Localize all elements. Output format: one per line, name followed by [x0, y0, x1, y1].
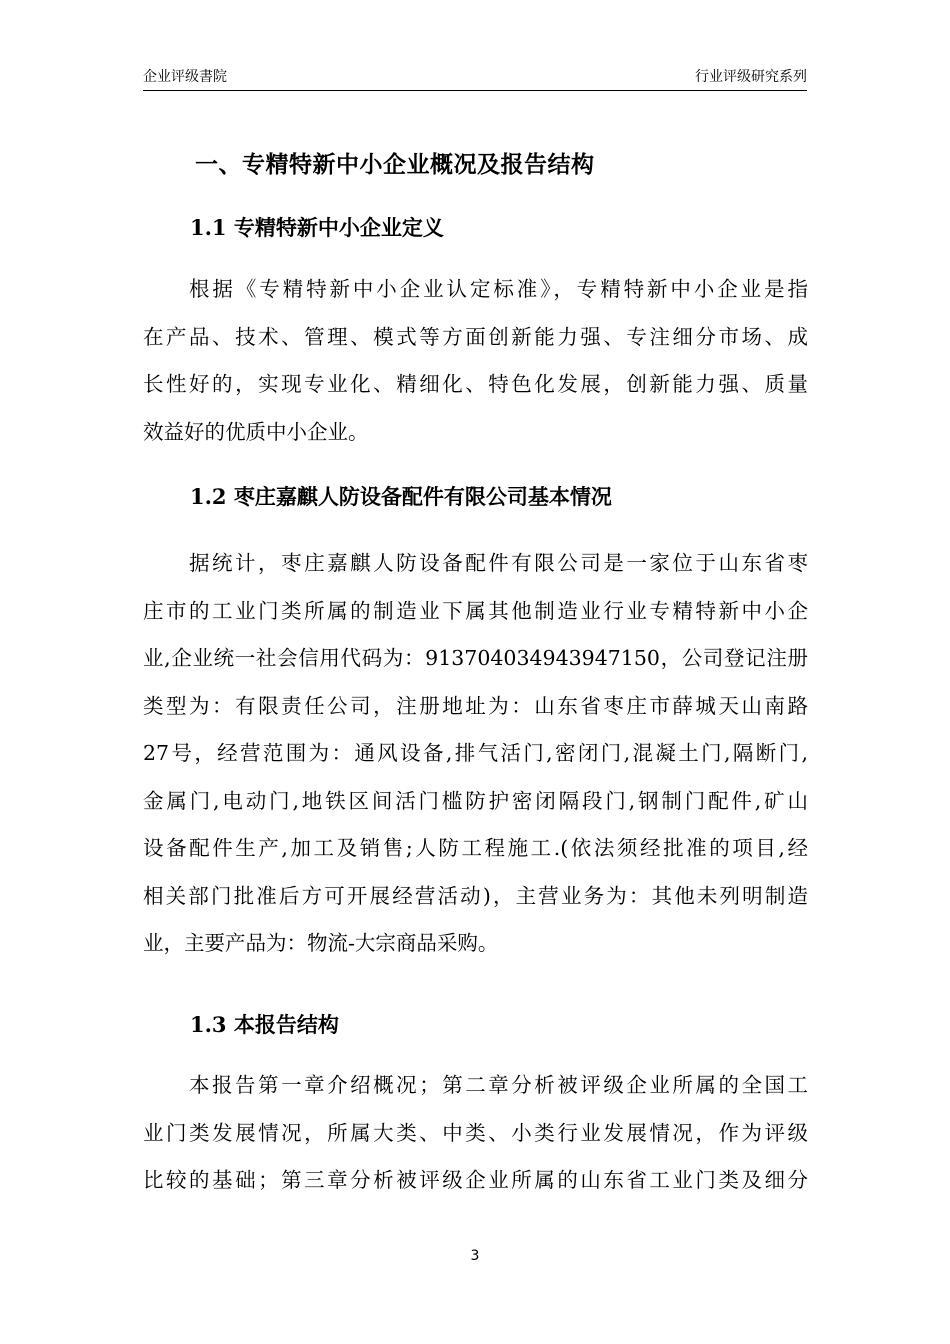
header-left-text: 企业评级書院: [143, 69, 227, 85]
paragraph-line: 类型为：有限责任公司，注册地址为：山东省枣庄市薛城天山南路: [143, 693, 808, 718]
paragraph-line: 庄市的工业门类所属的制造业下属其他制造业行业专精特新中小企: [143, 598, 808, 623]
paragraph-line: 27号，经营范围为：通风设备,排气活门,密闭门,混凝土门,隔断门,: [143, 741, 808, 765]
section-paragraph-1-2: [143, 540, 808, 968]
paragraph-line: 在产品、技术、管理、模式等方面创新能力强、专注细分市场、成: [143, 324, 808, 349]
section-title-1-2: 1.2 枣庄嘉麒人防设备配件有限公司基本情况: [190, 484, 612, 509]
paragraph-line: 据统计，枣庄嘉麒人防设备配件有限公司是一家位于山东省枣: [189, 551, 808, 575]
section-paragraph-1-3: [143, 1062, 808, 1205]
paragraph-line: 本报告第一章介绍概况；第二章分析被评级企业所属的全国工: [189, 1073, 808, 1097]
chapter-title: 一、专精特新中小企业概况及报告结构: [195, 151, 595, 178]
paragraph-line: 设备配件生产,加工及销售;人防工程施工.(依法须经批准的项目,经: [143, 836, 808, 860]
paragraph-line: 业,企业统一社会信用代码为：913704034943947150，公司登记注册: [143, 646, 808, 670]
paragraph-line: 效益好的优质中小企业。: [143, 419, 369, 444]
section-paragraph-1-1: [143, 266, 808, 456]
section-title-1-1: 1.1 专精特新中小企业定义: [190, 215, 444, 240]
paragraph-line: 业门类发展情况，所属大类、中类、小类行业发展情况，作为评级: [143, 1120, 808, 1145]
paragraph-line: 金属门,电动门,地铁区间活门槛防护密闭隔段门,钢制门配件,矿山: [143, 788, 808, 813]
section-title-1-3: 1.3 本报告结构: [190, 1012, 339, 1037]
page-number: 3: [470, 1248, 480, 1264]
paragraph-line: 比较的基础；第三章分析被评级企业所属的山东省工业门类及细分: [143, 1168, 808, 1192]
paragraph-line: 相关部门批准后方可开展经营活动)，主营业务为：其他未列明制造: [143, 883, 808, 908]
paragraph-line: 业，主要产品为：物流-大宗商品采购。: [143, 931, 499, 955]
page-header: [143, 66, 807, 88]
paragraph-line: 根据《专精特新中小企业认定标准》，专精特新中小企业是指: [189, 277, 808, 301]
header-right-text: 行业评级研究系列: [695, 69, 807, 85]
header-divider: [143, 90, 807, 91]
paragraph-line: 长性好的，实现专业化、精细化、特色化发展，创新能力强、质量: [143, 372, 808, 396]
